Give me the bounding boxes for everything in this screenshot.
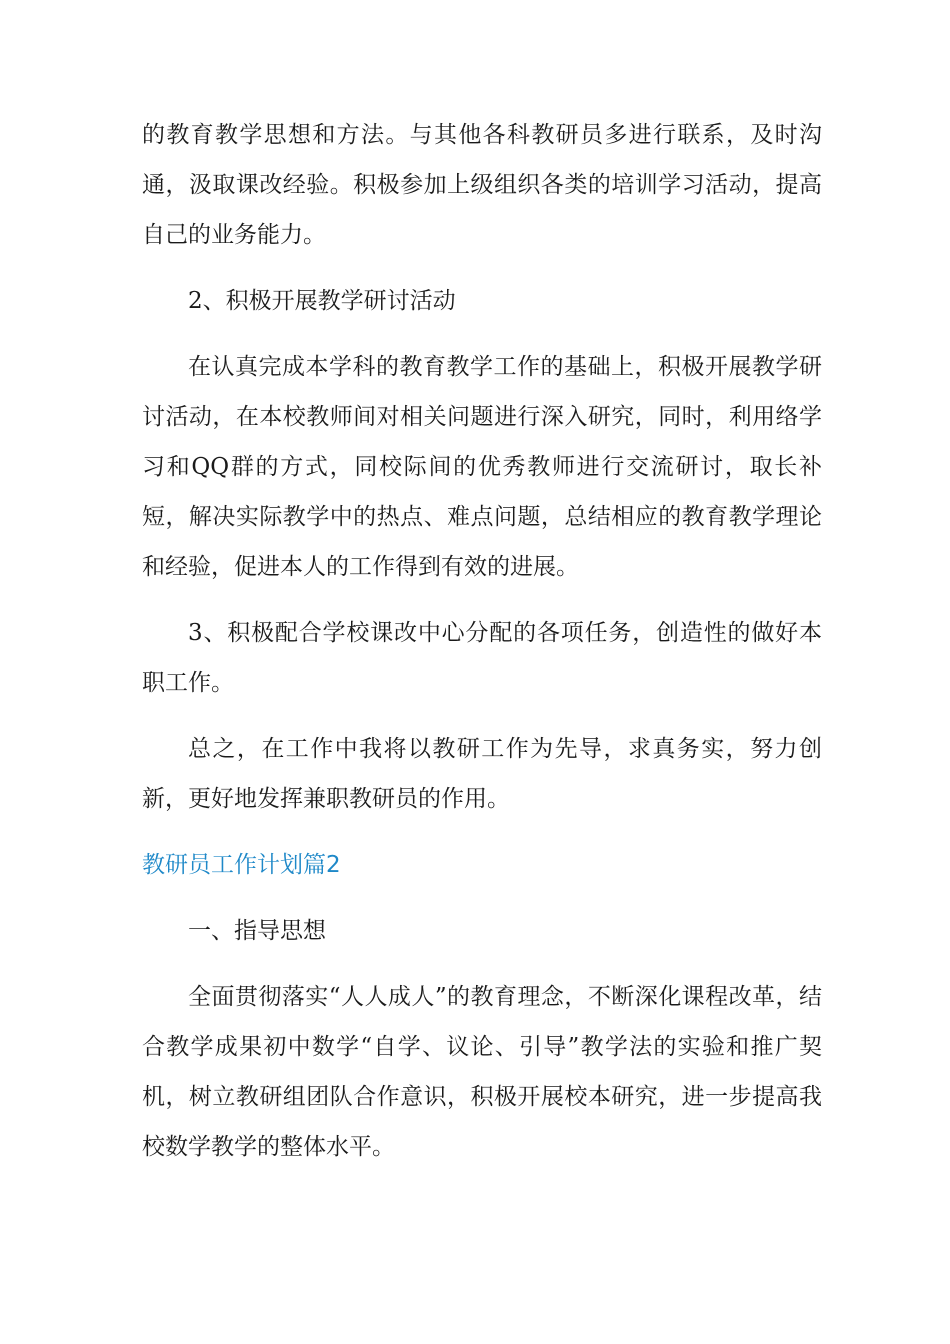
- item-2-body: 在认真完成本学科的教育教学工作的基础上，积极开展教学研讨活动，在本校教师间对相关问题进行深入研究，同时，利用络学习和QQ群的方式，同校际间的优秀教师进行交流研讨，取长补短，解决实际教学中的热点、难点问题，总结相应的教育教学理论和经验，促进本人的工作得到有效的进展。: [142, 354, 822, 580]
- item-2-title: 2、积极开展教学研讨活动: [188, 288, 456, 314]
- document-body: [142, 110, 822, 1172]
- summary-paragraph: 总之，在工作中我将以教研工作为先导，求真务实，努力创新，更好地发挥兼职教研员的作用。: [142, 736, 822, 812]
- guiding-thought-body: 全面贯彻落实“人人成人”的教育理念，不断深化课程改革，结合教学成果初中数学“自学、议论、引导”教学法的实验和推广契机，树立教研组团队合作意识，积极开展校本研究，进一步提高我校数学教学的整体水平。: [142, 984, 822, 1160]
- section-heading: 教研员工作计划篇2: [142, 852, 341, 878]
- guiding-thought-title: 一、指导思想: [188, 918, 326, 944]
- paragraph-continuation: 的教育教学思想和方法。与其他各科教研员多进行联系，及时沟通，汲取课改经验。积极参加上级组织各类的培训学习活动，提高自己的业务能力。: [142, 122, 822, 248]
- item-3: 3、积极配合学校课改中心分配的各项任务，创造性的做好本职工作。: [142, 620, 822, 696]
